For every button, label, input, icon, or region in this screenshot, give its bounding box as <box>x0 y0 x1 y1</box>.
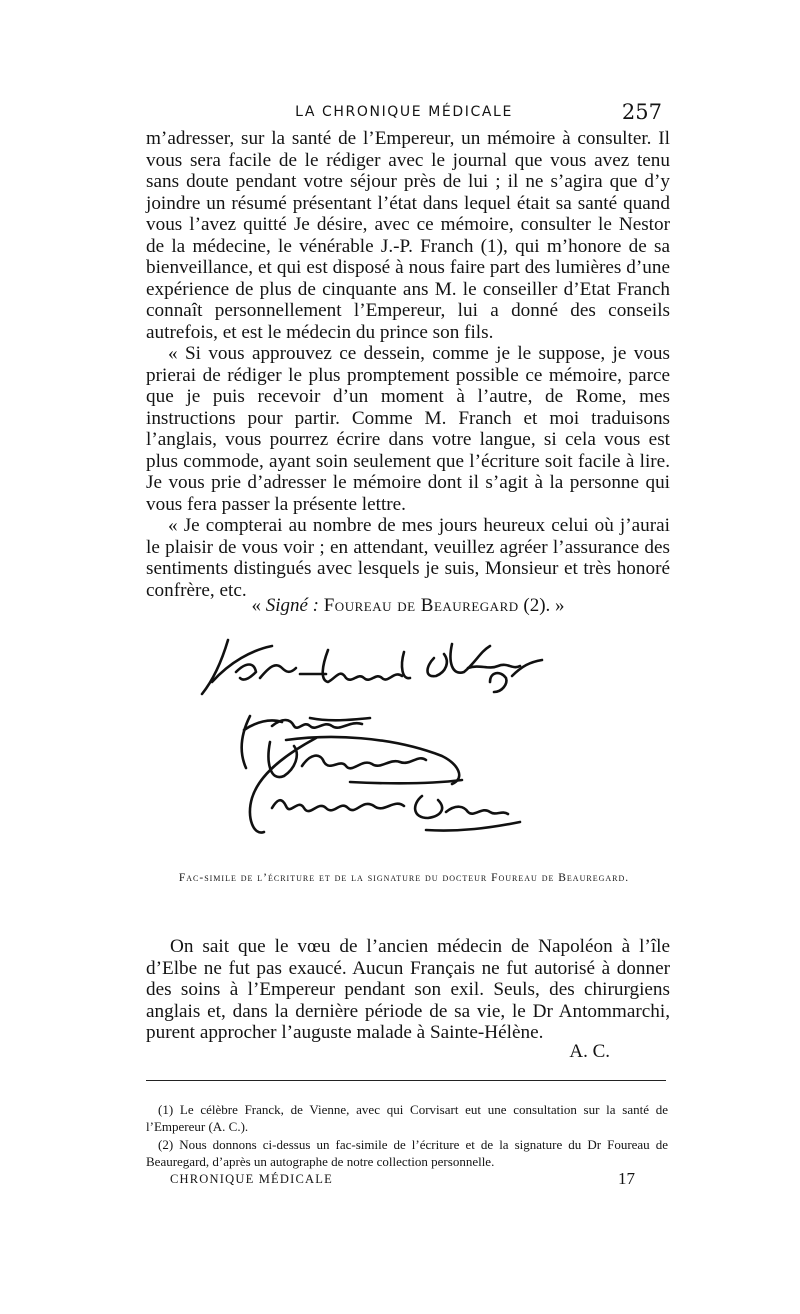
paragraph-1: m’adresser, sur la santé de l’Empereur, un mémoire à consulter. Il vous sera facile de le rédiger avec le journal que vous avez tenu sans doute pendant votre séjour près de lui ; il ne s’agira que d’y joindre un résumé présentant l’état dans lequel était sa santé quand vous l’avez quitté Je désire, avec ce mémoire, consulter le Nestor de la médecine, le vénérable J.-P. Franch (1), qui m’honore de sa bienveillance, et qui est disposé à nous faire part des lumières d’une expérience de plus de cinquante ans M. le conseiller d’Etat Franch connaît personnellement l’Empereur, lui a donné des conseils autrefois, et est le médecin du prince son fils. <box>146 128 670 343</box>
footer-signature-mark: CHRONIQUE MÉDICALE <box>170 1172 333 1186</box>
handwritten-signature-facsimile <box>190 622 550 854</box>
closing-paragraph: On sait que le vœu de l’ancien médecin de Napoléon à l’île d’Elbe ne fut pas exaucé. Aucun Français ne fut autorisé à donner des soins à l’Empereur pendant son exil. Seuls, des chirurgiens anglais et, dans la dernière période de sa vie, le Dr Antommarchi, purent approcher l’auguste malade à Sainte-Hélène. <box>146 936 670 1043</box>
running-head <box>146 100 662 124</box>
paragraph-3: « Je compterai au nombre de mes jours heureux celui où j’aurai le plaisir de vous voir ; en attendant, veuillez agréer l’assurance des sentiments distingués avec lesquels je suis, Monsieur et très honoré confrère, etc. <box>146 515 670 601</box>
figure-caption: Fac-simile de l’écriture et de la signature du docteur Foureau de Beauregard. <box>178 872 630 884</box>
signed-word: Signé : <box>265 595 319 616</box>
footnote-2: (2) Nous donnons ci-dessus un fac-simile de l’écriture et de la signature du Dr Foureau de Beauregard, d’après un autographe de notre collection personnelle. <box>146 1136 668 1170</box>
signed-open: « <box>251 595 266 616</box>
signed-line <box>146 595 670 617</box>
page-number: 257 <box>621 100 662 124</box>
signed-close: (2). » <box>518 595 565 616</box>
footnotes <box>146 1101 668 1171</box>
author-initials: A. C. <box>569 1041 610 1062</box>
signed-name: Foureau de Beauregard <box>323 595 519 616</box>
paragraph-2: « Si vous approuvez ce dessein, comme je le suppose, je vous prierai de rédiger le plus promptement possible ce mémoire, parce que je puis recevoir d’un moment à l’autre, de Rome, mes instructions pour partir. Comme M. Franch et moi traduisons l’anglais, vous pourrez écrire dans votre langue, si cela vous est plus commode, ayant soin seulement que l’écriture soit facile à lire. Je vous prie d’adresser le mémoire dont il s’agit à la personne qui vous fera passer la présente lettre. <box>146 343 670 515</box>
running-title: LA CHRONIQUE MÉDICALE <box>295 104 513 120</box>
footnote-rule <box>146 1080 666 1081</box>
body-text <box>146 128 670 601</box>
footnote-1: (1) Le célèbre Franck, de Vienne, avec qui Corvisart eut une consultation sur la santé de l’Empereur (A. C.). <box>146 1102 668 1135</box>
footer-sheet-number: 17 <box>618 1169 635 1188</box>
